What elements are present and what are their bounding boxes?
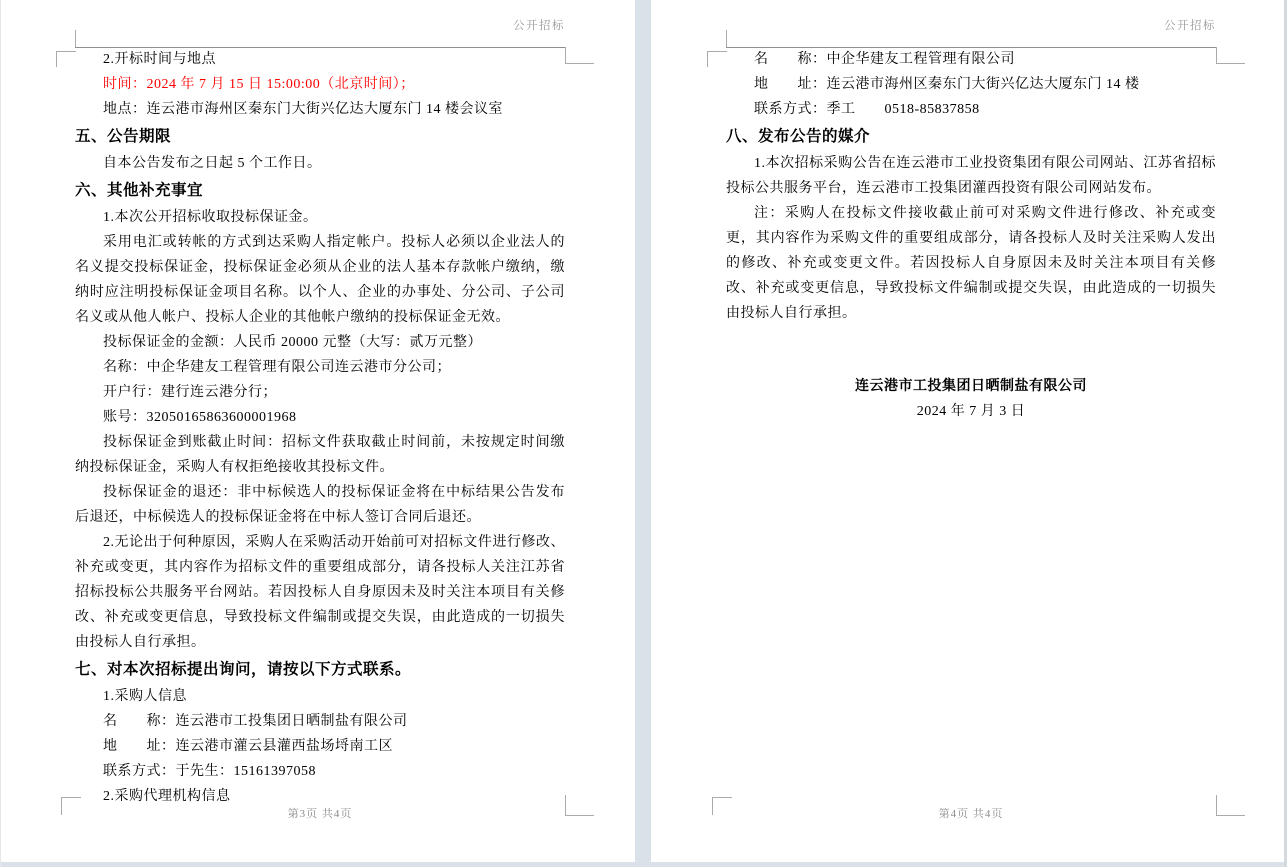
section-heading: 八、发布公告的媒介 bbox=[726, 128, 871, 145]
page-gap bbox=[635, 0, 651, 867]
page-header-watermark: 公开招标 bbox=[1164, 20, 1216, 32]
paragraph: 2.开标时间与地点 bbox=[103, 52, 216, 67]
crop-mark-top-left bbox=[56, 51, 76, 67]
paragraph: 投标保证金的退还：非中标候选人的投标保证金将在中标结果公告发布后退还，中标候选人的投标保证金将在中标人签订合同后退还。 bbox=[75, 485, 565, 525]
paragraph: 名 称：中企华建友工程管理有限公司 bbox=[754, 52, 1015, 67]
crop-mark-bottom-right bbox=[1216, 795, 1245, 816]
paragraph: 投标保证金的金额：人民币 20000 元整（大写：贰万元整） bbox=[103, 335, 482, 350]
paragraph: 连云港市工投集团日晒制盐有限公司 bbox=[855, 379, 1087, 394]
section-heading: 七、对本次招标提出询问，请按以下方式联系。 bbox=[75, 661, 412, 678]
paragraph: 联系方式：于先生：15161397058 bbox=[103, 764, 316, 779]
page-content bbox=[726, 47, 1216, 795]
paragraph: 名 称：连云港市工投集团日晒制盐有限公司 bbox=[103, 714, 408, 729]
section-heading: 六、其他补充事宜 bbox=[75, 182, 204, 199]
section-heading: 五、公告期限 bbox=[75, 128, 172, 145]
crop-mark-header-tick bbox=[726, 30, 727, 47]
paragraph: 地 址：连云港市灌云县灌西盐场埒南工区 bbox=[103, 739, 393, 754]
paragraph: 1.采购人信息 bbox=[103, 689, 187, 704]
crop-mark-top-left bbox=[707, 51, 727, 67]
paragraph: 联系方式：季工 0518-85837858 bbox=[754, 102, 980, 117]
paragraph: 账号：32050165863600001968 bbox=[103, 410, 297, 425]
page-footer: 第3页 共4页 bbox=[287, 808, 353, 820]
paragraph: 1.本次公开招标收取投标保证金。 bbox=[103, 210, 318, 225]
page-footer: 第4页 共4页 bbox=[938, 808, 1004, 820]
paragraph: 采用电汇或转帐的方式到达采购人指定帐户。投标人必须以企业法人的名义提交投标保证金，投标保证金必须从企业的法人基本存款帐户缴纳，缴纳时应注明投标保证金项目名称。以个人、企业的办事处、分公司、子公司名义或从他人帐户、投标人企业的其他帐户缴纳的投标保证金无效。 bbox=[75, 235, 565, 325]
page-4 bbox=[651, 0, 1287, 862]
paragraph: 2024 年 7 月 3 日 bbox=[916, 404, 1026, 419]
paragraph: 开户行：建行连云港分行； bbox=[103, 385, 277, 400]
paragraph: 地点：连云港市海州区秦东门大街兴亿达大厦东门 14 楼会议室 bbox=[103, 102, 503, 117]
paragraph: 投标保证金到账截止时间：招标文件获取截止时间前，未按规定时间缴纳投标保证金，采购人有权拒绝接收其投标文件。 bbox=[75, 435, 565, 475]
paragraph: 2.无论出于何种原因，采购人在采购活动开始前可对招标文件进行修改、补充或变更，其内容作为招标文件的重要组成部分，请各投标人关注江苏省招标投标公共服务平台网站。若因投标人自身原因未及时关注本项目有关修改、补充或变更信息，导致投标文件编制或提交失误，由此造成的一切损失由投标人自行承担。 bbox=[75, 535, 565, 650]
page-content bbox=[75, 47, 565, 804]
page-3 bbox=[0, 0, 635, 862]
window-edge-left bbox=[0, 0, 1, 867]
paragraph: 2.采购代理机构信息 bbox=[103, 789, 231, 804]
crop-mark-top-right bbox=[1216, 47, 1245, 64]
crop-mark-top-right bbox=[565, 47, 594, 64]
paragraph: 1.本次招标采购公告在连云港市工业投资集团有限公司网站、江苏省招标投标公共服务平台，连云港市工投集团灌西投资有限公司网站发布。 bbox=[726, 156, 1216, 196]
paragraph: 自本公告发布之日起 5 个工作日。 bbox=[103, 156, 322, 171]
paragraph: 时间：2024 年 7 月 15 日 15:00:00（北京时间）； bbox=[103, 77, 415, 92]
crop-mark-header-tick bbox=[75, 30, 76, 47]
paragraph: 名称：中企华建友工程管理有限公司连云港市分公司； bbox=[103, 360, 451, 375]
page-header-watermark: 公开招标 bbox=[513, 20, 565, 32]
crop-mark-bottom-right bbox=[565, 795, 594, 816]
paragraph: 地 址：连云港市海州区秦东门大街兴亿达大厦东门 14 楼 bbox=[754, 77, 1140, 92]
paragraph: 注：采购人在投标文件接收截止前可对采购文件进行修改、补充或变更，其内容作为采购文件的重要组成部分，请各投标人及时关注采购人发出的修改、补充或变更文件。若因投标人自身原因未及时关注本项目有关修改、补充或变更信息，导致投标文件编制或提交失误，由此造成的一切损失由投标人自行承担。 bbox=[726, 206, 1216, 321]
